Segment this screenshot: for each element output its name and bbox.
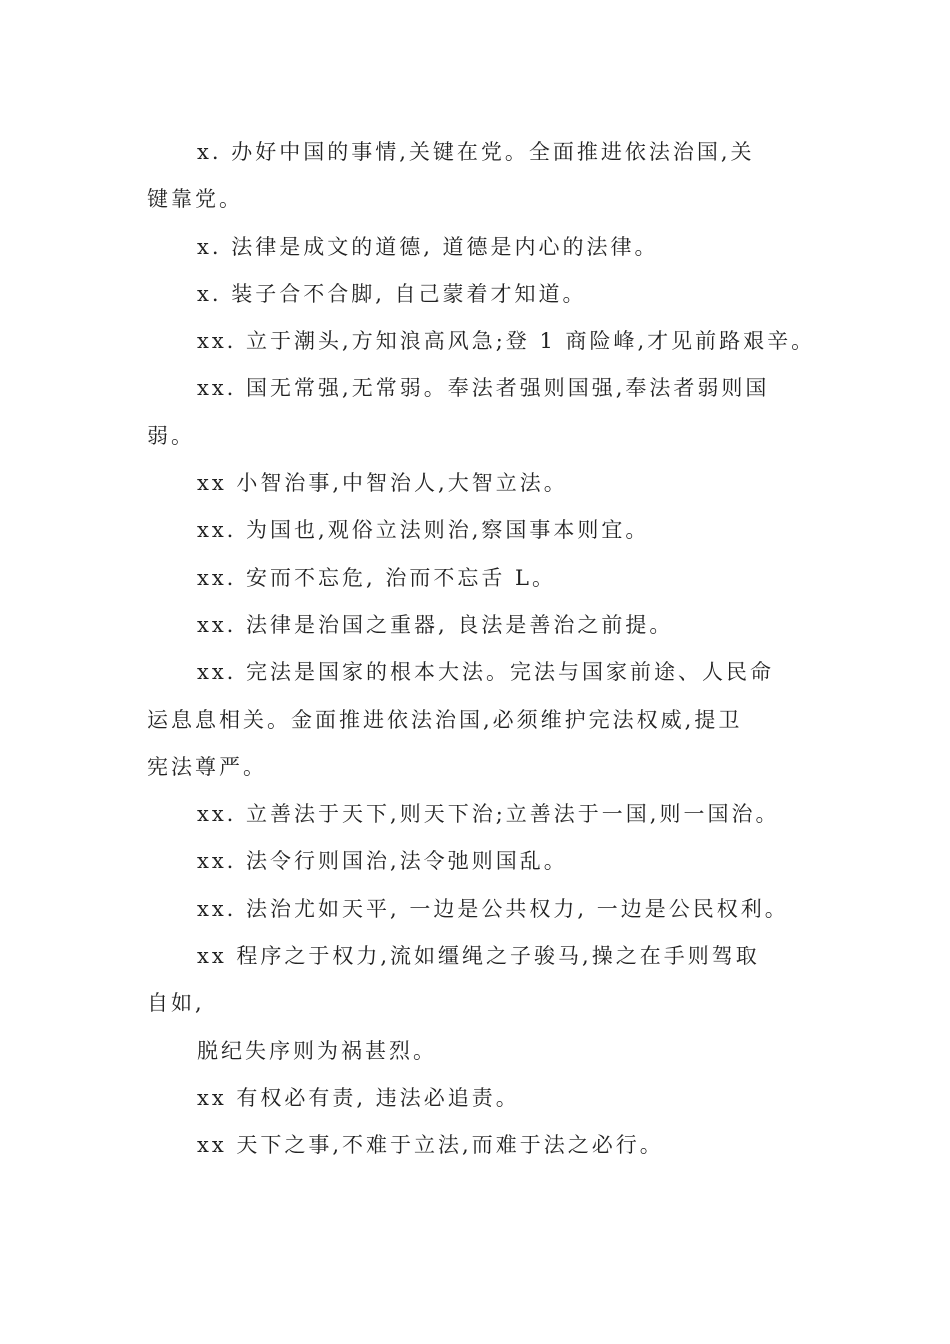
- paragraph-line: 宪法尊严。: [147, 754, 267, 779]
- paragraph-line: x. 装子合不合脚, 自己蒙着才知道。: [197, 281, 587, 306]
- paragraph-line: x. 办好中国的事情,关键在党。全面推进依法治国,关: [197, 140, 755, 164]
- paragraph-line: xx. 立善法于天下,则天下治;立善法于一国,则一国治。: [197, 802, 780, 827]
- paragraph-line: xx 小智治事,中智治人,大智立法。: [197, 471, 568, 496]
- paragraph-line: 脱纪失序则为祸甚烈。: [197, 1038, 437, 1063]
- paragraph-line: xx. 立于潮头,方知浪高风急;登 1 商险峰,才见前路艰辛。: [197, 329, 816, 354]
- paragraph-line: xx. 完法是国家的根本大法。完法与国家前途、人民命: [197, 660, 775, 685]
- paragraph-line: xx. 为国也,观俗立法则治,察国事本则宜。: [197, 518, 650, 543]
- paragraph-line: 弱。: [147, 423, 195, 448]
- document-body: [147, 134, 816, 1175]
- paragraph-line: x. 法律是成文的道德, 道德是内心的法律。: [197, 234, 659, 259]
- paragraph-line: xx 有权必有责, 违法必追责。: [197, 1085, 520, 1110]
- paragraph-line: 运息息相关。金面推进依法治国,必须维护完法权威,提卫: [147, 707, 743, 732]
- paragraph-line: xx. 法令行则国治,法令弛则国乱。: [197, 849, 568, 874]
- paragraph-line: xx. 法治尤如天平, 一边是公共权力, 一边是公民权利。: [197, 896, 789, 921]
- paragraph-line: xx 程序之于权力,流如缰绳之子骏马,操之在手则驾取: [197, 944, 760, 969]
- paragraph-line: xx. 国无常强,无常弱。奉法者强则国强,奉法者弱则国: [197, 376, 770, 401]
- paragraph-line: xx. 法律是治国之重器, 良法是善治之前提。: [197, 612, 674, 637]
- paragraph-line: xx 天下之事,不难于立法,而难于法之必行。: [197, 1133, 664, 1158]
- paragraph-line: 键靠党。: [147, 187, 243, 212]
- paragraph-line: xx. 安而不忘危, 治而不忘舌 L。: [197, 565, 557, 590]
- paragraph-line: 自如,: [147, 991, 205, 1016]
